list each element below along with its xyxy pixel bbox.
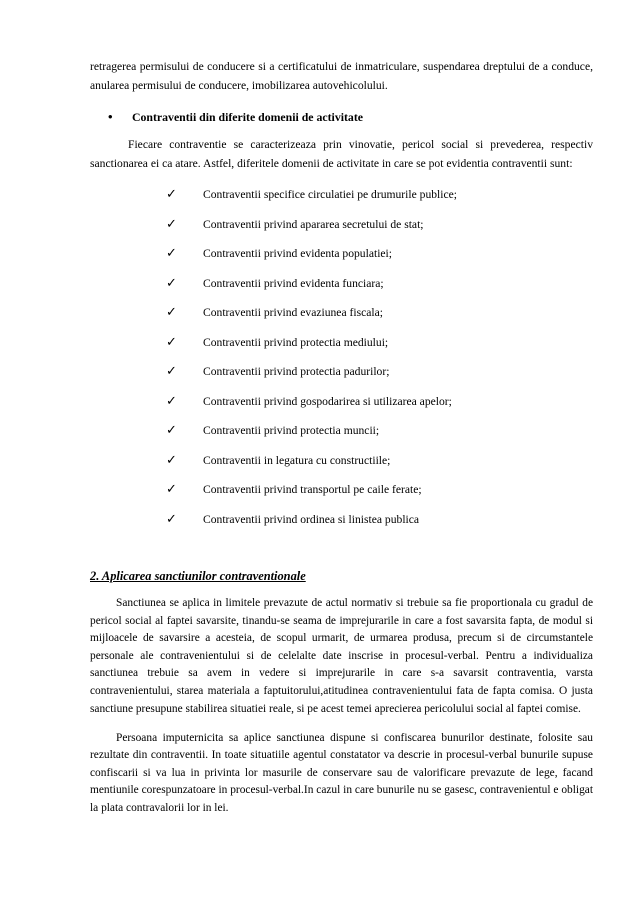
- document-body: [90, 58, 593, 829]
- checklist-item-text: Contraventii privind ordinea si linistea publica: [203, 512, 420, 526]
- checkmark-icon: ✓: [166, 275, 177, 291]
- checklist-item: [90, 335, 593, 365]
- checklist-item: [90, 187, 593, 217]
- checklist-item-text: Contraventii privind evidenta populatiei;: [203, 247, 392, 260]
- checkmark-icon: ✓: [166, 246, 177, 261]
- checkmark-icon: ✓: [166, 393, 177, 409]
- checkmark-icon: ✓: [166, 216, 177, 232]
- checklist-item: [90, 364, 593, 394]
- checklist-item-text: Contraventii privind protectia muncii;: [203, 424, 380, 437]
- checklist-item: [90, 394, 593, 424]
- bullet-heading-text: Contraventii din diferite domenii de activitate: [132, 110, 363, 124]
- checklist-item-text: Contraventii privind transportul pe caile ferate;: [203, 483, 422, 496]
- checklist-item-text: Contraventii privind gospodarirea si utilizarea apelor;: [203, 394, 452, 408]
- checklist-item: [90, 246, 593, 276]
- checklist-item-text: Contraventii privind evidenta funciara;: [203, 276, 384, 290]
- checkmark-icon: ✓: [166, 482, 177, 497]
- opening-paragraph: retragerea permisului de conducere si a certificatului de inmatriculare, suspendarea dreptului de a conduce, anularea permisului de conducere, imobilizarea autovehicolului.: [90, 60, 593, 92]
- checkmark-icon: ✓: [166, 423, 177, 438]
- bullet-heading: [90, 107, 593, 127]
- checklist-item-text: Contraventii privind protectia padurilor;: [203, 365, 390, 378]
- checkmark-icon: ✓: [166, 511, 177, 527]
- checklist-item: [90, 305, 593, 335]
- checkmark-icon: ✓: [166, 364, 177, 379]
- checkmark-icon: ✓: [166, 187, 177, 202]
- checkmark-icon: ✓: [166, 305, 177, 320]
- checklist-item-text: Contraventii privind evaziunea fiscala;: [203, 306, 383, 319]
- checklist-item-text: Contraventii specifice circulatiei pe drumurile publice;: [203, 188, 457, 201]
- checkmark-icon: ✓: [166, 452, 177, 468]
- checklist-item: [90, 453, 593, 483]
- checklist-item: [90, 482, 593, 512]
- section-paragraph-2: Persoana imputernicita sa aplice sanctiunea dispune si confiscarea bunurilor destinate, folosite sau rezultate din contraventii. In toate situatiile agentul constatator va descrie in procesul-verbal bunurile supuse confiscarii si va lua in privinta lor masurile de conservare sau de valorificare prevazute de lege, facand mentiunile corespunzatoare in procesul-verbal.In cazul in care bunurile nu se gasesc, contravenientul e obligat la plata contravalorii lor in lei.: [90, 731, 593, 814]
- checklist-item: [90, 276, 593, 306]
- checklist-item-text: Contraventii privind apararea secretului de stat;: [203, 217, 424, 231]
- checklist-item-text: Contraventii privind protectia mediului;: [203, 335, 389, 349]
- checklist-item-text: Contraventii in legatura cu constructiile;: [203, 453, 391, 467]
- checklist-item: [90, 423, 593, 453]
- checklist: [90, 187, 593, 541]
- checklist-item: [90, 217, 593, 247]
- checkmark-icon: ✓: [166, 334, 177, 350]
- intro-paragraph: Fiecare contraventie se caracterizeaza prin vinovatie, pericol social si prevederea, respectiv sanctionarea ei ca atare. Astfel, diferitele domenii de activitate in care se pot evidentia contraventii sunt:: [90, 138, 593, 170]
- checklist-item: [90, 512, 593, 542]
- section-paragraph-1: Sanctiunea se aplica in limitele prevazute de actul normativ si trebuie sa fie proportionala cu gradul de pericol social al faptei savarsite, tinandu-se seama de imprejurarile in care a fost savarsita fapta, de modul si mijloacele de savarsire a acesteia, de scopul urmarit, de urmarea produsa, precum si de circumstantele personale ale contravenientului si de celelalte date inscrise in procesul-verbal. Pentru a individualiza sanctiunea trebuie sa avem in vedere si imprejurarile in care s-a savarsit contraventia, varsta contravenientului, starea materiala a faptuitorului,atitudinea contravenientului fata de fapta comisa. O justa sanctiune presupune stabilirea situatiei reale, si pe acest temei aprecierea pericolului social al faptei comise.: [90, 597, 593, 715]
- section-heading: 2. Aplicarea sanctiunilor contraventionale: [90, 569, 306, 583]
- bullet-icon: •: [108, 109, 113, 124]
